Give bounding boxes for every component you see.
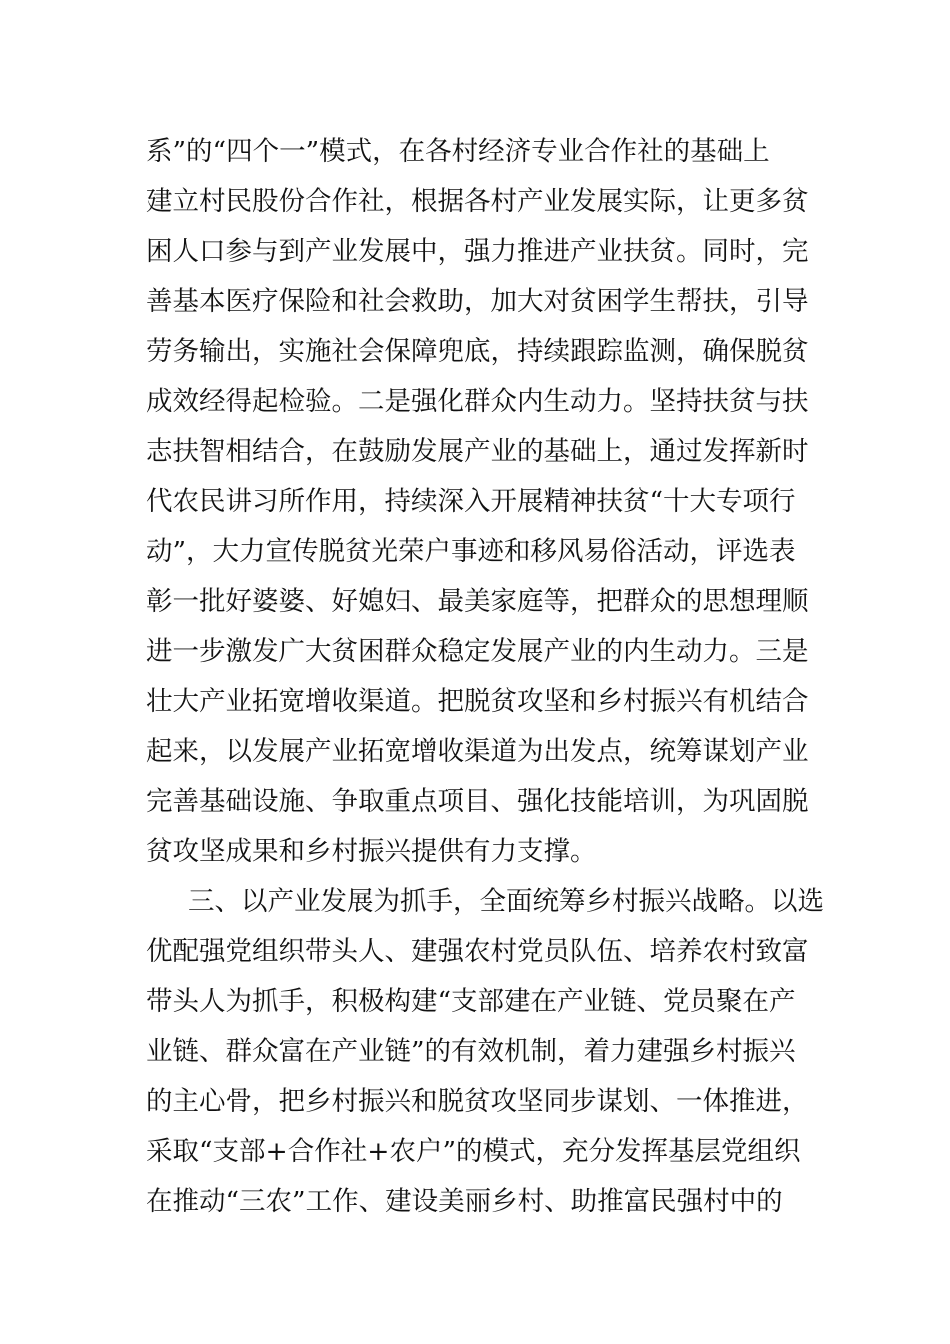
- text-line: 带头人为抓手，积极构建“支部建在产业链、党员聚在产: [146, 986, 796, 1017]
- text-line: 优配强党组织带头人、建强农村党员队伍、培养农村致富: [146, 936, 809, 967]
- text-line: 成效经得起检验。二是强化群众内生动力。坚持扶贫与扶: [146, 386, 809, 417]
- text-line: 志扶智相结合，在鼓励发展产业的基础上，通过发挥新时: [146, 436, 809, 467]
- text-line: 善基本医疗保险和社会救助，加大对贫困学生帮扶，引导: [146, 286, 809, 317]
- text-line: 贫攻坚成果和乡村振兴提供有力支撑。: [146, 836, 597, 867]
- text-line: 系”的“四个一”模式，在各村经济专业合作社的基础上: [146, 136, 770, 167]
- text-line: 代农民讲习所作用，持续深入开展精神扶贫“十大专项行: [146, 486, 796, 517]
- text-line: 进一步激发广大贫困群众稳定发展产业的内生动力。三是: [146, 636, 809, 667]
- text-line: 困人口参与到产业发展中，强力推进产业扶贫。同时，完: [146, 236, 809, 267]
- paragraph-start-line: 三、以产业发展为抓手，全面统筹乡村振兴战略。以选: [188, 886, 824, 917]
- text-line: 动”，大力宣传脱贫光荣户事迹和移风易俗活动，评选表: [146, 536, 796, 567]
- text-line: 的主心骨，把乡村振兴和脱贫攻坚同步谋划、一体推进，: [146, 1086, 809, 1117]
- text-line: 业链、群众富在产业链”的有效机制，着力建强乡村振兴: [146, 1036, 796, 1067]
- text-line: 彰一批好婆婆、好媳妇、最美家庭等，把群众的思想理顺: [146, 586, 809, 617]
- text-line: 建立村民股份合作社，根据各村产业发展实际，让更多贫: [146, 186, 809, 217]
- text-line: 在推动“三农”工作、建设美丽乡村、助推富民强村中的: [146, 1186, 783, 1217]
- text-line: 劳务输出，实施社会保障兜底，持续跟踪监测，确保脱贫: [146, 336, 809, 367]
- text-line: 采取“支部+合作社+农户”的模式，充分发挥基层党组织: [146, 1136, 801, 1167]
- text-line: 壮大产业拓宽增收渠道。把脱贫攻坚和乡村振兴有机结合: [146, 686, 809, 717]
- text-line: 起来，以发展产业拓宽增收渠道为出发点，统筹谋划产业: [146, 736, 809, 767]
- text-line: 完善基础设施、争取重点项目、强化技能培训，为巩固脱: [146, 786, 809, 817]
